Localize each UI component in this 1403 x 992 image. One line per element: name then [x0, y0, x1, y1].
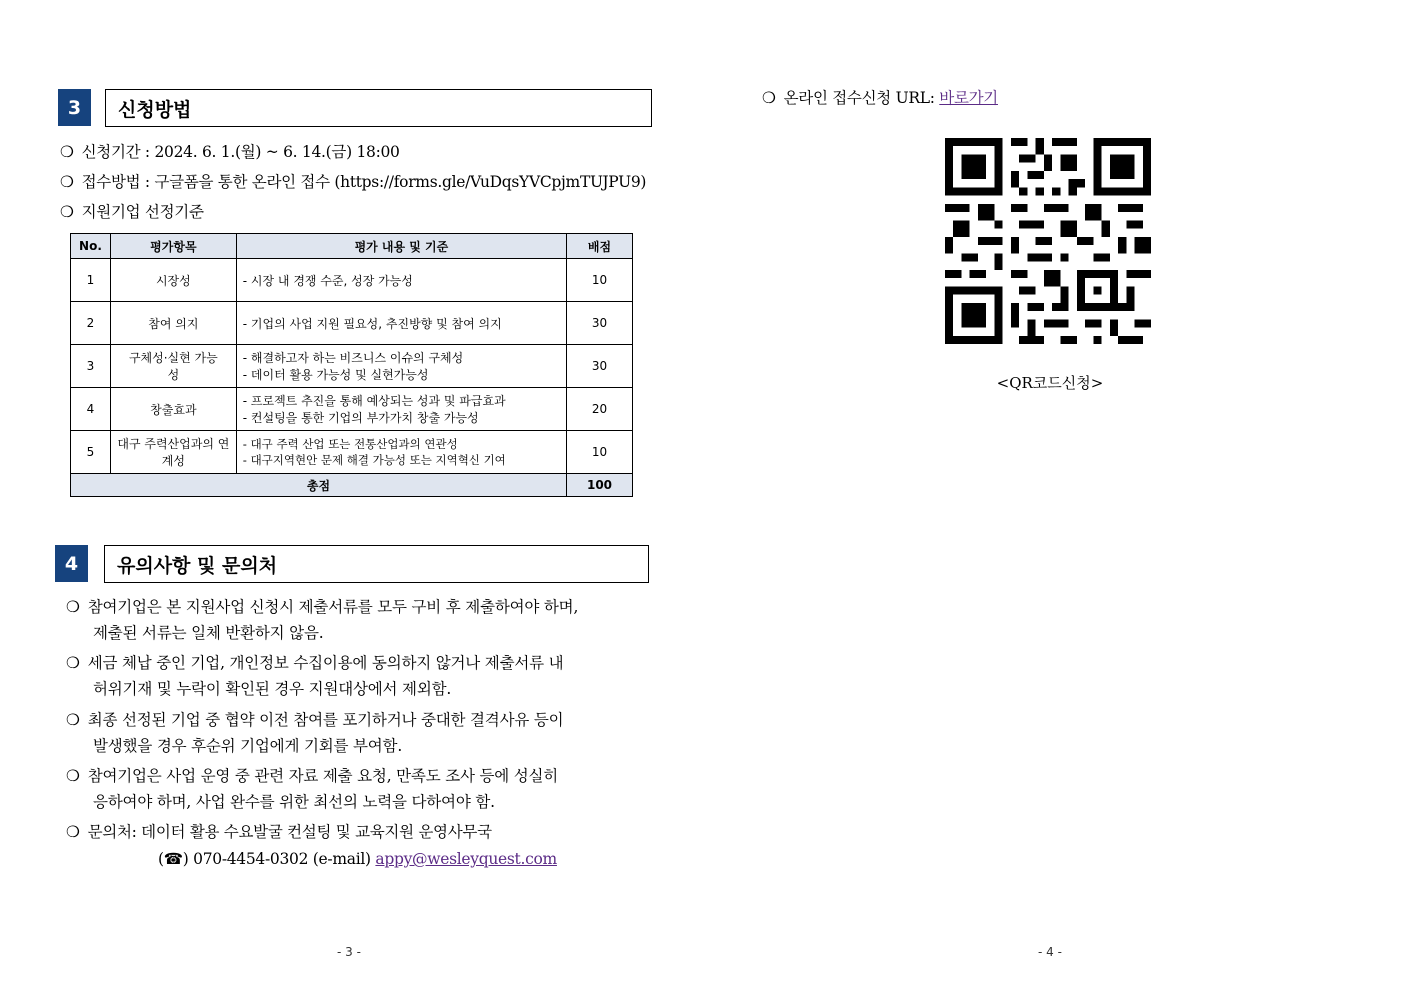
total-score: 100 — [567, 474, 633, 497]
row-criteria: - 프로젝트 추진을 통해 예상되는 성과 및 파급효과 - 컨설팅을 통한 기업의 부가가치 창출 가능성 — [236, 388, 566, 431]
row-item: 창출효과 — [110, 388, 236, 431]
table-row — [71, 302, 633, 345]
row-score: 10 — [567, 259, 633, 302]
bullet-icon: ❍ — [60, 143, 74, 161]
total-label: 총점 — [71, 474, 567, 497]
notice-item: ❍ 참여기업은 본 지원사업 신청시 제출서류를 모두 구비 후 제출하여야 하며, 제출된 서류는 일체 반환하지 않음. — [66, 594, 656, 646]
section-3-title: 신청방법 — [105, 89, 652, 127]
shortcut-link[interactable]: 바로가기 — [939, 89, 998, 107]
contact-heading: ❍ 문의처: 데이터 활용 수요발굴 컨설팅 및 교육지원 운영사무국 — [66, 823, 492, 841]
row-criteria: - 해결하고자 하는 비즈니스 이슈의 구체성 - 데이터 활용 가능성 및 실현가능성 — [236, 345, 566, 388]
table-row — [71, 431, 633, 474]
row-criteria: - 기업의 사업 지원 필요성, 추진방향 및 참여 의지 — [236, 302, 566, 345]
row-no: 3 — [71, 345, 111, 388]
header-item: 평가항목 — [110, 234, 236, 259]
bullet-icon: ❍ — [762, 89, 776, 107]
row-criteria: - 대구 주력 산업 또는 전통산업과의 연관성 - 대구지역현안 문제 해결 가능성 또는 지역혁신 기여 — [236, 431, 566, 474]
evaluation-table — [70, 233, 633, 497]
notice-item: ❍ 세금 체납 중인 기업, 개인정보 수집이용에 동의하지 않거나 제출서류 내 허위기재 및 누락이 확인된 경우 지원대상에서 제외함. — [66, 650, 656, 702]
row-no: 1 — [71, 259, 111, 302]
qr-caption: <QR코드신청> — [996, 374, 1104, 392]
row-item: 참여 의지 — [110, 302, 236, 345]
row-item: 대구 주력산업과의 연계성 — [110, 431, 236, 474]
bullet-icon: ❍ — [66, 823, 80, 841]
section-4-title: 유의사항 및 문의처 — [104, 545, 649, 583]
contact-phone: (☎) 070-4454-0302 (e-mail) — [158, 850, 371, 868]
contact-email-link[interactable]: appy@wesleyquest.com — [375, 850, 557, 868]
header-criteria: 평가 내용 및 기준 — [236, 234, 566, 259]
page-number-4: - 4 - — [1038, 945, 1062, 959]
table-total-row — [71, 474, 633, 497]
table-header-row — [71, 234, 633, 259]
row-no: 5 — [71, 431, 111, 474]
bullet-icon: ❍ — [66, 767, 80, 785]
bullet-icon: ❍ — [66, 654, 80, 672]
table-row — [71, 345, 633, 388]
bullet-icon: ❍ — [66, 598, 80, 616]
header-score: 배점 — [567, 234, 633, 259]
row-score: 30 — [567, 345, 633, 388]
qr-code-icon[interactable] — [945, 138, 1151, 344]
row-score: 20 — [567, 388, 633, 431]
table-row — [71, 259, 633, 302]
row-no: 2 — [71, 302, 111, 345]
selection-criteria-heading: ❍ 지원기업 선정기준 — [60, 203, 204, 221]
row-score: 10 — [567, 431, 633, 474]
page-number-3: - 3 - — [337, 945, 361, 959]
row-item: 구체성·실현 가능성 — [110, 345, 236, 388]
section-3-number: 3 — [58, 89, 91, 126]
notice-item: ❍ 최종 선정된 기업 중 협약 이전 참여를 포기하거나 중대한 결격사유 등이 발생했을 경우 후순위 기업에게 기회를 부여함. — [66, 707, 656, 759]
application-period: ❍ 신청기간 : 2024. 6. 1.(월) ~ 6. 14.(금) 18:00 — [60, 143, 400, 161]
row-criteria: - 시장 내 경쟁 수준, 성장 가능성 — [236, 259, 566, 302]
contact-details — [158, 850, 557, 868]
row-item: 시장성 — [110, 259, 236, 302]
row-no: 4 — [71, 388, 111, 431]
online-application-url: ❍ 온라인 접수신청 URL: 바로가기 — [762, 89, 998, 107]
section-4-number: 4 — [55, 545, 88, 582]
notice-item: ❍ 참여기업은 사업 운영 중 관련 자료 제출 요청, 만족도 조사 등에 성실히 응하여야 하며, 사업 완수를 위한 최선의 노력을 다하여야 함. — [66, 763, 656, 815]
bullet-icon: ❍ — [66, 711, 80, 729]
bullet-icon: ❍ — [60, 203, 74, 221]
header-no: No. — [71, 234, 111, 259]
application-method: ❍ 접수방법 : 구글폼을 통한 온라인 접수 (https://forms.gle/VuDqsYVCpjmTUJPU9) — [60, 173, 647, 191]
table-row — [71, 388, 633, 431]
bullet-icon: ❍ — [60, 173, 74, 191]
row-score: 30 — [567, 302, 633, 345]
